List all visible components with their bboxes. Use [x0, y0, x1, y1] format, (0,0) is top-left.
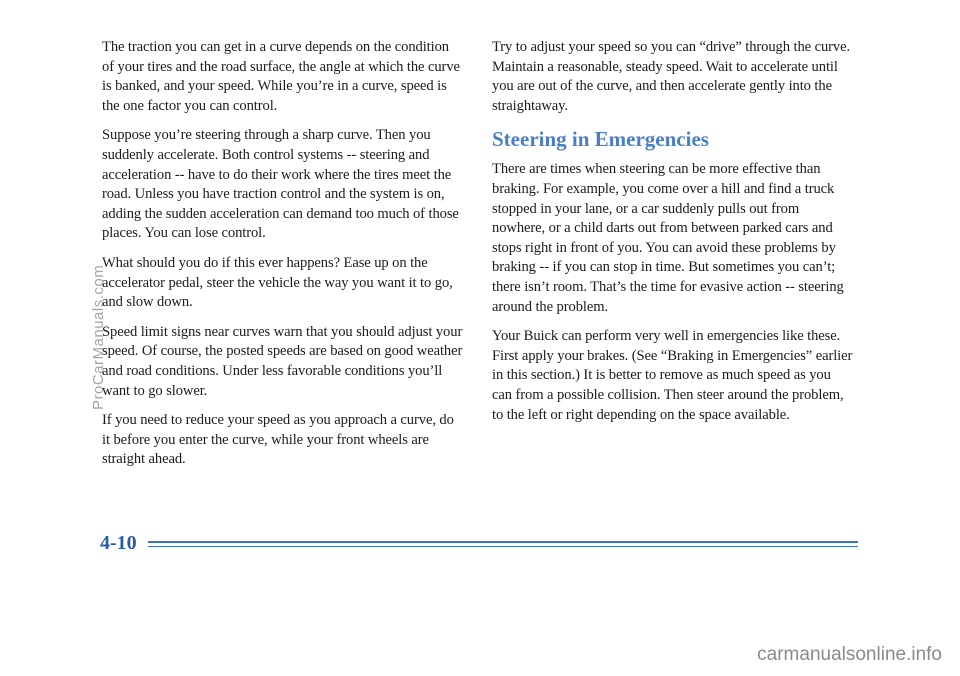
bottom-watermark: carmanualsonline.info — [757, 644, 942, 665]
section-heading: Steering in Emergencies — [492, 127, 709, 152]
paragraph-adjust-speed: Try to adjust your speed so you can “drive” through the curve. Maintain a reasonable, steady speed. Wait to accelerate until you are out of the curve, and then accelerate gently into the straightaway. — [492, 39, 851, 114]
paragraph-buick-emergencies: Your Buick can perform very well in emergencies like these. First apply your brakes. (See “Braking in Emergencies” earlier in this section.) It is better to remove as much speed as you can from a possible collision. Then steer around the problem, to the left or right depending on the space available. — [492, 328, 853, 423]
paragraph-reduce-speed: If you need to reduce your speed as you approach a curve, do it before you enter the curve, while your front wheels are straight ahead. — [102, 412, 454, 468]
paragraph-speed-limit-signs: Speed limit signs near curves warn that you should adjust your speed. Of course, the posted speeds are based on good weather and road conditions. Under less favorable conditions you’ll want to go slower. — [102, 323, 463, 399]
footer-rule-thick — [148, 541, 858, 543]
page-number: 4-10 — [100, 532, 137, 554]
side-watermark: ProCarManuals.com — [90, 264, 107, 410]
page-footer — [100, 532, 860, 556]
right-column — [492, 38, 854, 435]
paragraph-what-to-do: What should you do if this ever happens? Ease up on the accelerator pedal, steer the vehicle the way you want it to go, and slow down. — [102, 254, 453, 311]
paragraph-sharp-curve: Suppose you’re steering through a sharp curve. Then you suddenly accelerate. Both control systems -- steering and acceleration -- have to do their work where the tires meet the road. Unless you have traction control and the system is on, adding the sudden acceleration can demand too much of those places. You can lose control. — [102, 127, 459, 242]
paragraph-traction: The traction you can get in a curve depends on the condition of your tires and the road surface, the angle at which the curve is banked, and your speed. While you’re in a curve, speed is the one factor you can control. — [102, 39, 460, 114]
left-column — [102, 38, 464, 480]
footer-rule-thin — [148, 546, 858, 547]
paragraph-steering-effective: There are times when steering can be more effective than braking. For example, you come over a hill and find a truck stopped in your lane, or a car suddenly pulls out from nowhere, or a child darts out from between parked cars and stops right in front of you. You can avoid these problems by braking -- if you can stop in time. But sometimes you can’t; there isn’t room. That’s the time for evasive action -- steering around the problem. — [492, 161, 844, 315]
